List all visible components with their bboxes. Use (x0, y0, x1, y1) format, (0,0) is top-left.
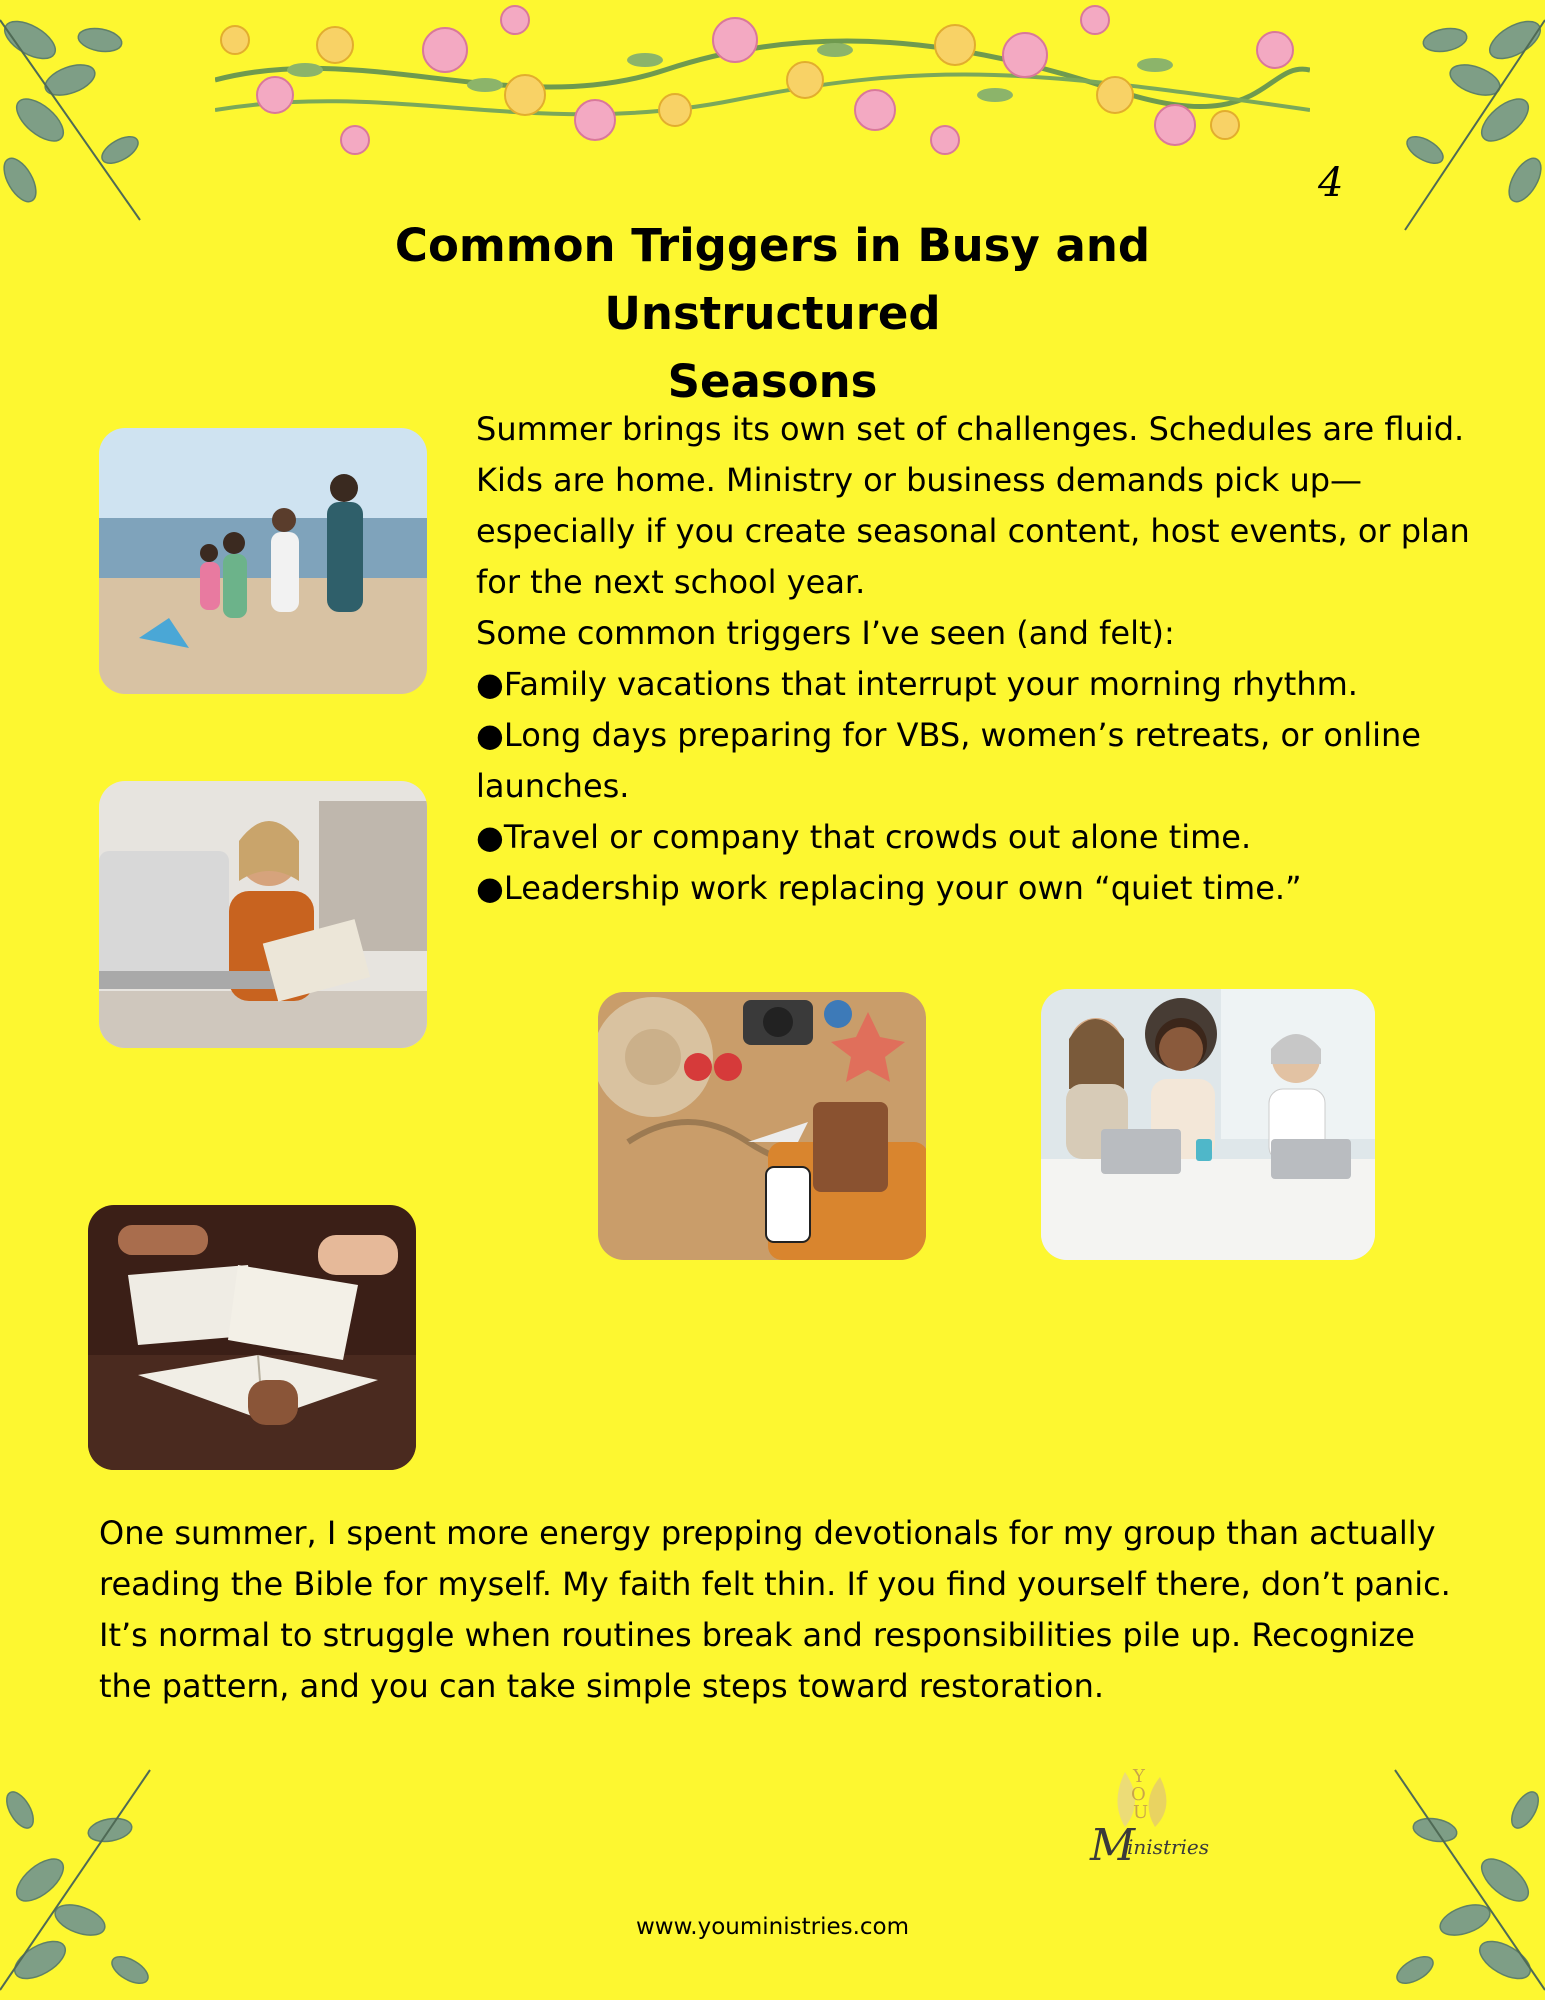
woman-laptop-photo (99, 781, 427, 1048)
ministry-logo (1085, 1762, 1235, 1902)
bullet-text: Travel or company that crowds out alone time. (503, 818, 1252, 856)
bullet-text: Long days preparing for VBS, women’s retreats, or online launches. (476, 716, 1421, 805)
women-meeting-photo (1041, 989, 1375, 1260)
title-line-2: Seasons (667, 355, 878, 408)
family-beach-photo (99, 428, 427, 694)
foliage-bottom-left (0, 1740, 200, 2000)
page-title (220, 212, 1325, 416)
foliage-top-right (1345, 0, 1545, 260)
svg-text:inistries: inistries (1127, 1835, 1210, 1859)
svg-text:M: M (1090, 1820, 1136, 1871)
title-line-1: Common Triggers in Busy and Unstructured (394, 219, 1151, 340)
bullet-text: Leadership work replacing your own “quiet time.” (503, 869, 1302, 907)
intro-text (476, 404, 1476, 914)
bullet-text: Family vacations that interrupt your morning rhythm. (503, 665, 1358, 703)
trigger-bullet (476, 659, 1476, 710)
intro-paragraph: Summer brings its own set of challenges. Schedules are fluid. Kids are home. Ministry or business demands pick up—especially if you create seasonal content, host events, or plan for the next school year. (476, 410, 1470, 601)
trigger-bullet (476, 710, 1476, 812)
floral-banner (215, 0, 1310, 165)
foliage-top-left (0, 0, 200, 260)
svg-text:O: O (1131, 1784, 1146, 1805)
trigger-bullet (476, 863, 1476, 914)
travel-flatlay-photo (598, 992, 926, 1260)
svg-text:Y: Y (1133, 1766, 1145, 1787)
page-number: 4 (1318, 160, 1344, 206)
closing-text (99, 1508, 1459, 1712)
bible-study-photo (88, 1205, 416, 1470)
intro-lead-in: Some common triggers I’ve seen (and felt): (476, 614, 1175, 652)
trigger-bullet (476, 812, 1476, 863)
svg-text:U: U (1133, 1802, 1149, 1823)
website-url[interactable]: www.youministries.com (635, 1914, 910, 1940)
foliage-bottom-right (1345, 1740, 1545, 2000)
closing-paragraph: One summer, I spent more energy prepping devotionals for my group than actually reading the Bible for myself. My faith felt thin. If you find yourself there, don’t panic. It’s normal to struggle when routines break and responsibilities pile up. Recognize the pattern, and you can take simple steps toward restoration. (99, 1514, 1451, 1705)
